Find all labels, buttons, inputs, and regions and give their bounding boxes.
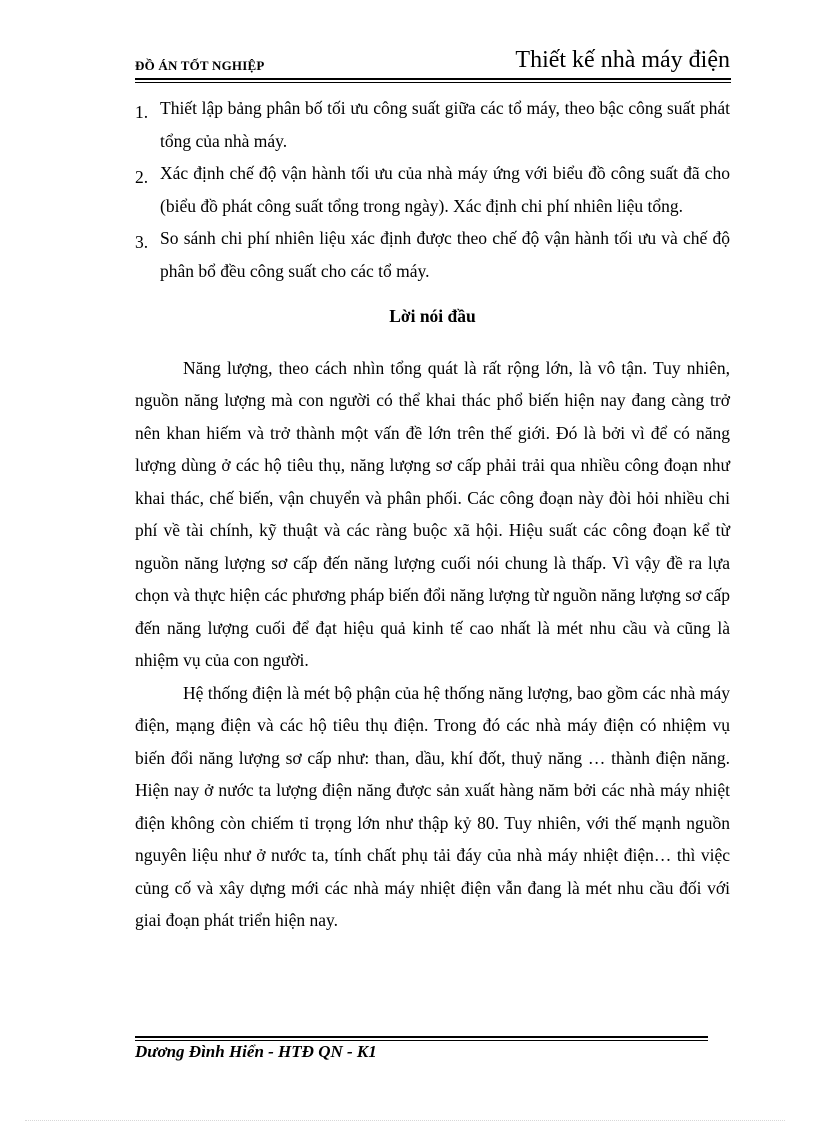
list-item [135, 92, 730, 157]
list-item-number: 1. [135, 102, 149, 122]
list-item-number: 2. [135, 167, 149, 187]
footer-author: Dương Đình Hiển - HTĐ QN - K1 [135, 1042, 377, 1061]
list-item-text: Thiết lập bảng phân bố tối ưu công suất giữa các tổ máy, theo bậc công suất phát tổng của nhà máy. [160, 98, 730, 151]
header-left-title: ĐỒ ÁN TỐT NGHIỆP [135, 58, 265, 73]
footer-rule [135, 1036, 708, 1041]
page-content [135, 92, 730, 937]
header-rule [135, 78, 731, 83]
list-item-text: Xác định chế độ vận hành tối ưu của nhà máy ứng với biểu đồ công suất đã cho (biểu đồ phát công suất tổng trong ngày). Xác định chi phí nhiên liệu tổng. [160, 163, 730, 216]
task-list [135, 92, 730, 287]
paragraph: Năng lượng, theo cách nhìn tổng quát là rất rộng lớn, là vô tận. Tuy nhiên, nguồn năng lượng mà con người có thể khai thác phổ biến hiện nay đang càng trở nên khan hiếm và trở thành một vấn đề lớn trên thế giới. Đó là bởi vì để có năng lượng dùng ở các hộ tiêu thụ, năng lượng sơ cấp phải trải qua nhiều công đoạn như khai thác, chế biến, vận chuyển và phân phối. Các công đoạn này đòi hỏi nhiều chi phí về tài chính, kỹ thuật và các ràng buộc xã hội. Hiệu suất các công đoạn kể từ nguồn năng lượng sơ cấp đến năng lượng cuối nói chung là thấp. Vì vậy đề ra lựa chọn và thực hiện các phương pháp biến đổi năng lượng từ nguồn năng lượng sơ cấp đến năng lượng cuối để đạt hiệu quả kinh tế cao nhất là mét nhu cầu và cũng là nhiệm vụ của con người. [135, 357, 730, 670]
paragraph: Hệ thống điện là mét bộ phận của hệ thống năng lượng, bao gồm các nhà máy điện, mạng điện và các hộ tiêu thụ điện. Trong đó các nhà máy điện có nhiệm vụ biến đổi năng lượng sơ cấp như: than, dầu, khí đốt, thuỷ năng … thành điện năng. Hiện nay ở nước ta lượng điện năng được sản xuất hàng năm bởi các nhà máy nhiệt điện không còn chiếm tỉ trọng lớn như thập kỷ 80. Tuy nhiên, với thế mạnh nguồn nguyên liệu như ở nước ta, tính chất phụ tải đáy của nhà máy nhiệt điện… thì việc củng cố và xây dựng mới các nhà máy nhiệt điện vẫn đang là mét nhu cầu đối với giai đoạn phát triển hiện nay. [135, 682, 730, 930]
page-edge-divider [25, 1120, 785, 1121]
list-item-text: So sánh chi phí nhiên liệu xác định được theo chế độ vận hành tối ưu và chế độ phân bổ đều công suất cho các tổ máy. [160, 228, 730, 281]
page-header [135, 46, 730, 78]
list-item [135, 222, 730, 287]
list-item [135, 157, 730, 222]
list-item-number: 3. [135, 232, 149, 252]
section-heading: Lời nói đầu [389, 306, 476, 326]
header-right-title: Thiết kế nhà máy điện [515, 47, 730, 73]
